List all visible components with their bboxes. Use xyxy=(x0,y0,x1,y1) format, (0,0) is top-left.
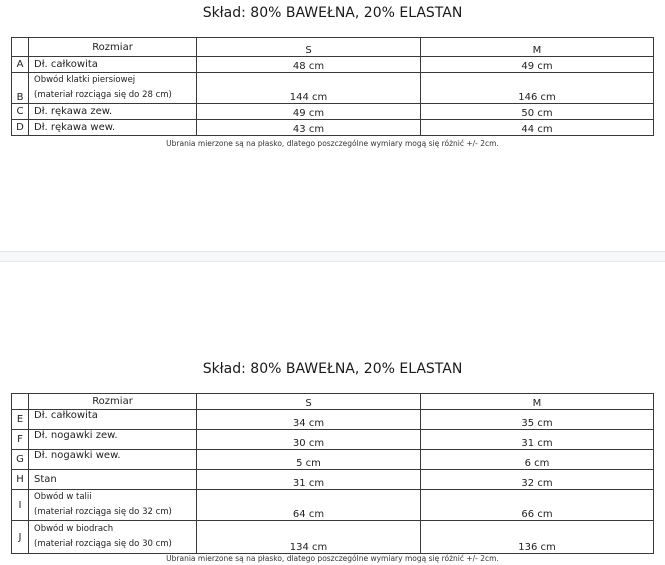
header-corner xyxy=(12,394,29,410)
header-rozmiar: Rozmiar xyxy=(29,394,197,410)
row-letter: I xyxy=(12,490,29,521)
value-s: 134 cm xyxy=(197,521,421,554)
table-row xyxy=(12,410,654,430)
header-rozmiar: Rozmiar xyxy=(29,38,197,57)
value-s: 64 cm xyxy=(197,490,421,521)
bottom-measurement-note: Ubrania mierzone są na płasko, dlatego poszczególne wymiary mogą się różnić +/- 2cm. xyxy=(166,554,499,563)
row-label-cell xyxy=(29,521,197,554)
table-row xyxy=(12,430,654,450)
table-row xyxy=(12,450,654,470)
row-label: Stan xyxy=(29,470,197,490)
row-label: Obwód klatki piersiowej xyxy=(34,75,136,85)
table-row xyxy=(12,120,654,136)
row-letter: B xyxy=(12,73,29,104)
value-m: 49 cm xyxy=(421,57,654,73)
value-m: 146 cm xyxy=(421,73,654,104)
value-m: 50 cm xyxy=(421,104,654,120)
section-divider xyxy=(0,251,665,262)
row-letter: G xyxy=(12,450,29,470)
table-row xyxy=(12,73,654,104)
value-m: 35 cm xyxy=(421,410,654,430)
row-label-cell xyxy=(29,73,197,104)
row-label: Obwód w talii xyxy=(34,492,92,502)
value-s: 43 cm xyxy=(197,120,421,136)
row-letter: E xyxy=(12,410,29,430)
row-label: Dł. całkowita xyxy=(29,410,197,430)
value-m: 66 cm xyxy=(421,490,654,521)
bottom-size-table xyxy=(11,393,654,554)
table-row xyxy=(12,470,654,490)
value-s: 30 cm xyxy=(197,430,421,450)
row-sublabel: (materiał rozciąga się do 28 cm) xyxy=(34,90,172,100)
table-row xyxy=(12,490,654,521)
row-letter: J xyxy=(12,521,29,554)
header-size-s: S xyxy=(197,394,421,410)
row-label-cell xyxy=(29,490,197,521)
row-label: Dł. nogawki wew. xyxy=(29,450,197,470)
value-s: 34 cm xyxy=(197,410,421,430)
table-row xyxy=(12,521,654,554)
row-letter: D xyxy=(12,120,29,136)
row-label: Dł. nogawki zew. xyxy=(29,430,197,450)
value-m: 31 cm xyxy=(421,430,654,450)
header-size-m: M xyxy=(421,394,654,410)
header-size-m: M xyxy=(421,38,654,57)
value-s: 49 cm xyxy=(197,104,421,120)
table-row xyxy=(12,57,654,73)
header-size-s: S xyxy=(197,38,421,57)
value-s: 144 cm xyxy=(197,73,421,104)
value-m: 6 cm xyxy=(421,450,654,470)
bottom-title: Skład: 80% BAWEŁNA, 20% ELASTAN xyxy=(202,361,463,377)
top-size-table xyxy=(11,37,654,136)
row-label: Dł. rękawa wew. xyxy=(29,120,197,136)
row-sublabel: (materiał rozciąga się do 32 cm) xyxy=(34,507,172,517)
value-m: 44 cm xyxy=(421,120,654,136)
value-s: 48 cm xyxy=(197,57,421,73)
top-measurement-note: Ubrania mierzone są na płasko, dlatego poszczególne wymiary mogą się różnić +/- 2cm. xyxy=(166,139,499,148)
row-letter: F xyxy=(12,430,29,450)
row-label: Obwód w biodrach xyxy=(34,524,114,534)
row-letter: H xyxy=(12,470,29,490)
header-corner xyxy=(12,38,29,57)
row-sublabel: (materiał rozciąga się do 30 cm) xyxy=(34,539,172,549)
value-s: 5 cm xyxy=(197,450,421,470)
row-label: Dł. rękawa zew. xyxy=(29,104,197,120)
row-letter: C xyxy=(12,104,29,120)
table-row xyxy=(12,104,654,120)
value-m: 136 cm xyxy=(421,521,654,554)
row-label: Dł. całkowita xyxy=(29,57,197,73)
value-m: 32 cm xyxy=(421,470,654,490)
top-title: Skład: 80% BAWEŁNA, 20% ELASTAN xyxy=(202,5,463,21)
row-letter: A xyxy=(12,57,29,73)
value-s: 31 cm xyxy=(197,470,421,490)
